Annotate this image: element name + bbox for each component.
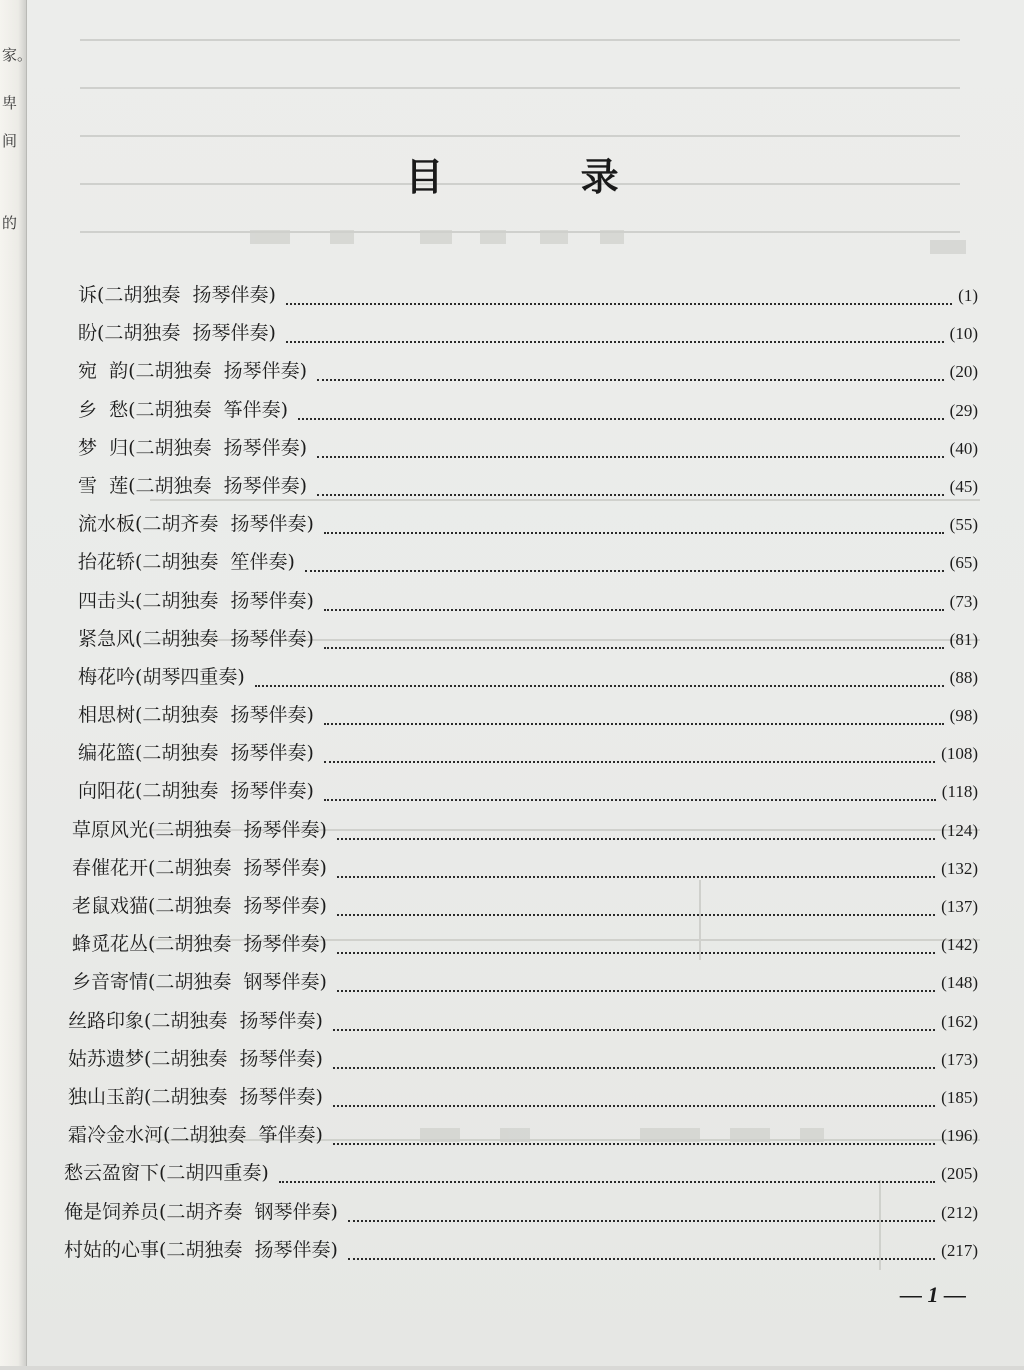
toc-entry-page-number: (10) [949, 324, 978, 344]
toc-entry-page-number: (29) [949, 400, 978, 420]
toc-entry-title: 相思树(二胡独奏 扬琴伴奏) [78, 704, 314, 727]
dot-leader [337, 876, 935, 878]
dot-leader [324, 761, 935, 763]
toc-entry-page-number: (1) [958, 286, 978, 305]
toc-entry-title: 诉(二胡独奏 扬琴伴奏) [78, 284, 276, 306]
toc-entry-page-number: (124) [941, 820, 978, 840]
toc-entry-title: 独山玉韵(二胡独奏 扬琴伴奏) [68, 1085, 323, 1108]
dot-leader [305, 570, 944, 572]
toc-entry-page-number: (217) [941, 1240, 978, 1260]
toc-entry-title: 姑苏遗梦(二胡独奏 扬琴伴奏) [68, 1047, 323, 1070]
adjacent-page-edge [0, 0, 33, 1366]
toc-entry-title: 草原风光(二胡独奏 扬琴伴奏) [72, 818, 327, 841]
dot-leader [286, 341, 944, 343]
dot-leader [255, 685, 944, 687]
toc-entry [72, 853, 978, 891]
toc-entry-title: 盼(二胡独奏 扬琴伴奏) [78, 322, 276, 345]
toc-entry-page-number: (81) [949, 629, 978, 649]
toc-entry-title: 愁云盈窗下(二胡四重奏) [64, 1162, 269, 1185]
adjacent-page-text: 卑 [2, 94, 18, 112]
dot-leader [333, 1029, 935, 1031]
dot-leader [337, 952, 935, 954]
toc-entry [64, 1197, 978, 1235]
toc-entry-page-number: (132) [941, 858, 978, 878]
toc-entry [78, 700, 978, 738]
toc-entry [64, 1235, 978, 1273]
toc-entry-title: 紧急风(二胡独奏 扬琴伴奏) [78, 627, 314, 650]
toc-entry-title: 宛 韵(二胡独奏 扬琴伴奏) [78, 360, 307, 383]
toc-entry-title: 抬花轿(二胡独奏 笙伴奏) [78, 551, 295, 574]
adjacent-page-text: 间 [2, 132, 18, 150]
dot-leader [337, 990, 935, 992]
toc-entry-page-number: (212) [941, 1202, 978, 1222]
toc-entry-page-number: (65) [949, 553, 978, 573]
toc-entry [78, 471, 978, 509]
toc-entry-page-number: (20) [949, 362, 978, 382]
toc-entry-page-number: (98) [949, 706, 978, 726]
toc-entry-title: 雪 莲(二胡独奏 扬琴伴奏) [78, 474, 307, 497]
page-number: — 1 — [900, 1282, 966, 1307]
toc-entry-title: 霜冷金水河(二胡独奏 筝伴奏) [68, 1124, 323, 1147]
toc-entry [78, 586, 978, 624]
toc-entry [78, 433, 978, 471]
toc-entry [78, 662, 978, 700]
toc-entry [68, 1082, 978, 1120]
toc-entry-page-number: (118) [941, 782, 978, 802]
toc-entry-title: 编花篮(二胡独奏 扬琴伴奏) [78, 742, 314, 765]
toc-entry-title: 梦 归(二胡独奏 扬琴伴奏) [78, 436, 307, 459]
dot-leader [333, 1105, 935, 1107]
toc-entry [78, 509, 978, 547]
toc-entry [72, 929, 978, 967]
dot-leader [324, 532, 944, 534]
dot-leader [337, 838, 935, 840]
toc-entry [78, 776, 978, 814]
dot-leader [324, 723, 944, 725]
toc-entry-title: 老鼠戏猫(二胡独奏 扬琴伴奏) [72, 895, 327, 917]
dot-leader [317, 494, 944, 496]
toc-entry [68, 1120, 978, 1158]
toc-entry-page-number: (162) [941, 1011, 978, 1031]
toc-entry-page-number: (196) [941, 1126, 978, 1146]
toc-entry-title: 流水板(二胡齐奏 扬琴伴奏) [78, 513, 314, 536]
toc-entry-page-number: (185) [941, 1087, 978, 1107]
dot-leader [324, 609, 944, 611]
toc-entry [78, 624, 978, 662]
toc-entry [68, 1044, 978, 1082]
toc-entry-title: 四击头(二胡独奏 扬琴伴奏) [78, 589, 314, 612]
toc-entry-title: 乡 愁(二胡独奏 筝伴奏) [78, 398, 288, 421]
toc-entry-page-number: (88) [949, 667, 978, 687]
toc-entry [78, 280, 978, 318]
toc-entry-title: 梅花吟(胡琴四重奏) [78, 665, 245, 688]
toc-entry-title: 丝路印象(二胡独奏 扬琴伴奏) [68, 1009, 323, 1032]
dot-leader [286, 303, 952, 305]
toc-entry [68, 1006, 978, 1044]
dot-leader [348, 1220, 935, 1222]
toc-entry-title: 向阳花(二胡独奏 扬琴伴奏) [78, 780, 314, 803]
toc-entry-page-number: (73) [949, 591, 978, 611]
dot-leader [348, 1258, 935, 1260]
dot-leader [337, 914, 935, 916]
toc-entry-title: 春催花开(二胡独奏 扬琴伴奏) [72, 856, 327, 879]
dot-leader [324, 647, 944, 649]
toc-entry-title: 蜂觅花丛(二胡独奏 扬琴伴奏) [72, 933, 327, 956]
toc-entry-title: 乡音寄情(二胡独奏 钢琴伴奏) [72, 971, 327, 994]
dot-leader [317, 379, 944, 381]
toc-entry-page-number: (137) [941, 897, 978, 916]
toc-entry-page-number: (108) [941, 744, 978, 764]
toc-entry [72, 815, 978, 853]
toc-entry-title: 俺是饲养员(二胡齐奏 钢琴伴奏) [64, 1200, 338, 1223]
dot-leader [333, 1067, 935, 1069]
toc-entry-page-number: (45) [949, 476, 978, 496]
dot-leader [333, 1143, 935, 1145]
toc-entry-page-number: (40) [949, 438, 978, 458]
toc-entry [78, 738, 978, 776]
toc-entry-page-number: (173) [941, 1049, 978, 1069]
toc-entry-page-number: (142) [941, 935, 978, 955]
dot-leader [317, 456, 944, 458]
dot-leader [279, 1181, 935, 1183]
toc-entry-page-number: (205) [941, 1164, 978, 1184]
toc-entry [64, 1158, 978, 1196]
toc-entry [72, 967, 978, 1005]
page-title: 目 录 [405, 154, 681, 199]
adjacent-page-text: 的 [2, 214, 18, 232]
toc-entry [78, 356, 978, 394]
toc-entry-page-number: (148) [941, 973, 978, 993]
toc-entry [72, 891, 978, 929]
toc-entry [78, 318, 978, 356]
dot-leader [298, 418, 944, 420]
table-of-contents [64, 280, 978, 1273]
toc-entry [78, 395, 978, 433]
dot-leader [324, 799, 936, 801]
toc-entry [78, 547, 978, 585]
toc-entry-title: 村姑的心事(二胡独奏 扬琴伴奏) [64, 1238, 338, 1261]
toc-entry-page-number: (55) [949, 515, 978, 535]
adjacent-page-text: 家。 [2, 46, 33, 64]
